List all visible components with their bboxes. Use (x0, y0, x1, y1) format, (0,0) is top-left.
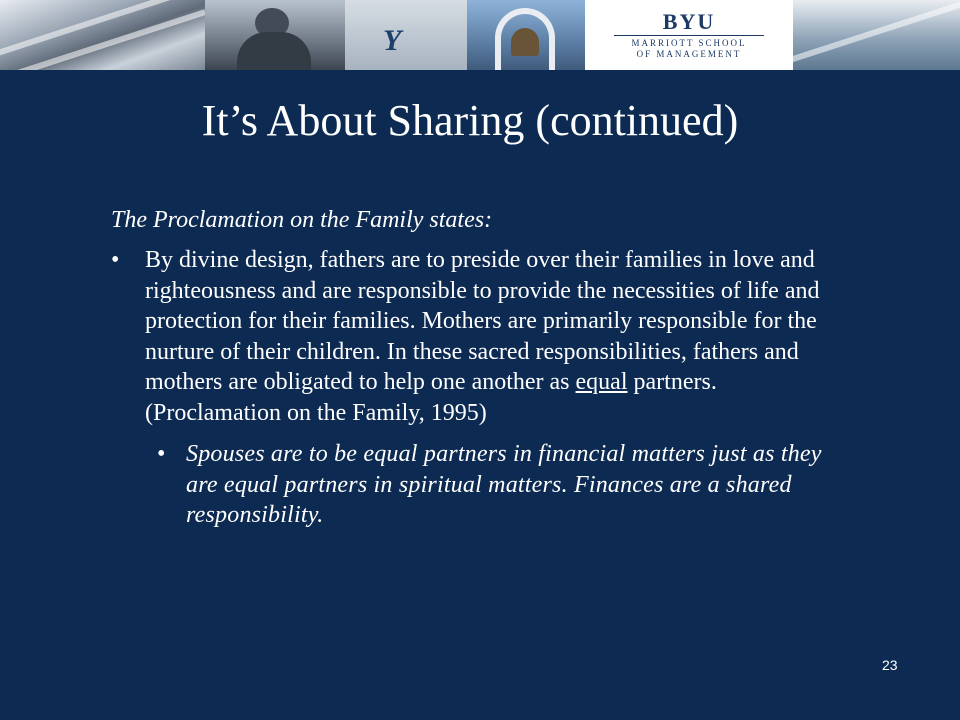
campus-building-photo (793, 0, 960, 70)
bullet-text (145, 245, 851, 428)
bullet-text-part-2: partners. (Proclamation on the Family, 1995) (145, 369, 717, 426)
logo-line-1: MARRIOTT SCHOOL (631, 37, 747, 48)
y-mountain-mark: Y (383, 24, 402, 57)
header-photo-banner (0, 0, 960, 70)
page-number: 23 (882, 657, 898, 673)
slide-body (111, 205, 851, 531)
bell-tower-photo (467, 0, 585, 70)
sub-bullet-item (157, 439, 851, 531)
logo-title: BYU (662, 8, 716, 34)
bullet-item (111, 245, 851, 428)
logo-line-2: OF MANAGEMENT (636, 48, 742, 59)
building-photo (0, 0, 205, 70)
bullet-text-part-1: By divine design, fathers are to preside over their families in love and righteousness and are responsible to provide the necessities of life and protection for their families. Mothers are primarily responsible for the nurture of their children. In these sacred responsibilities, fathers and mothers are obligated to help one another as (145, 247, 820, 395)
sub-bullet-text: Spouses are to be equal partners in financial matters just as they are equal partners in spiritual matters. Finances are a shared responsibility. (186, 441, 822, 528)
mountain-y-photo (345, 0, 467, 70)
intro-text: The Proclamation on the Family states: (111, 207, 493, 233)
underlined-word: equal (575, 369, 628, 395)
sub-bullet-marker: • (157, 441, 166, 467)
byu-marriott-logo (585, 0, 793, 70)
statue-photo (205, 0, 345, 70)
slide-title: It’s About Sharing (continued) (201, 96, 739, 145)
bullet-marker: • (111, 247, 120, 273)
bell-icon (511, 28, 539, 56)
